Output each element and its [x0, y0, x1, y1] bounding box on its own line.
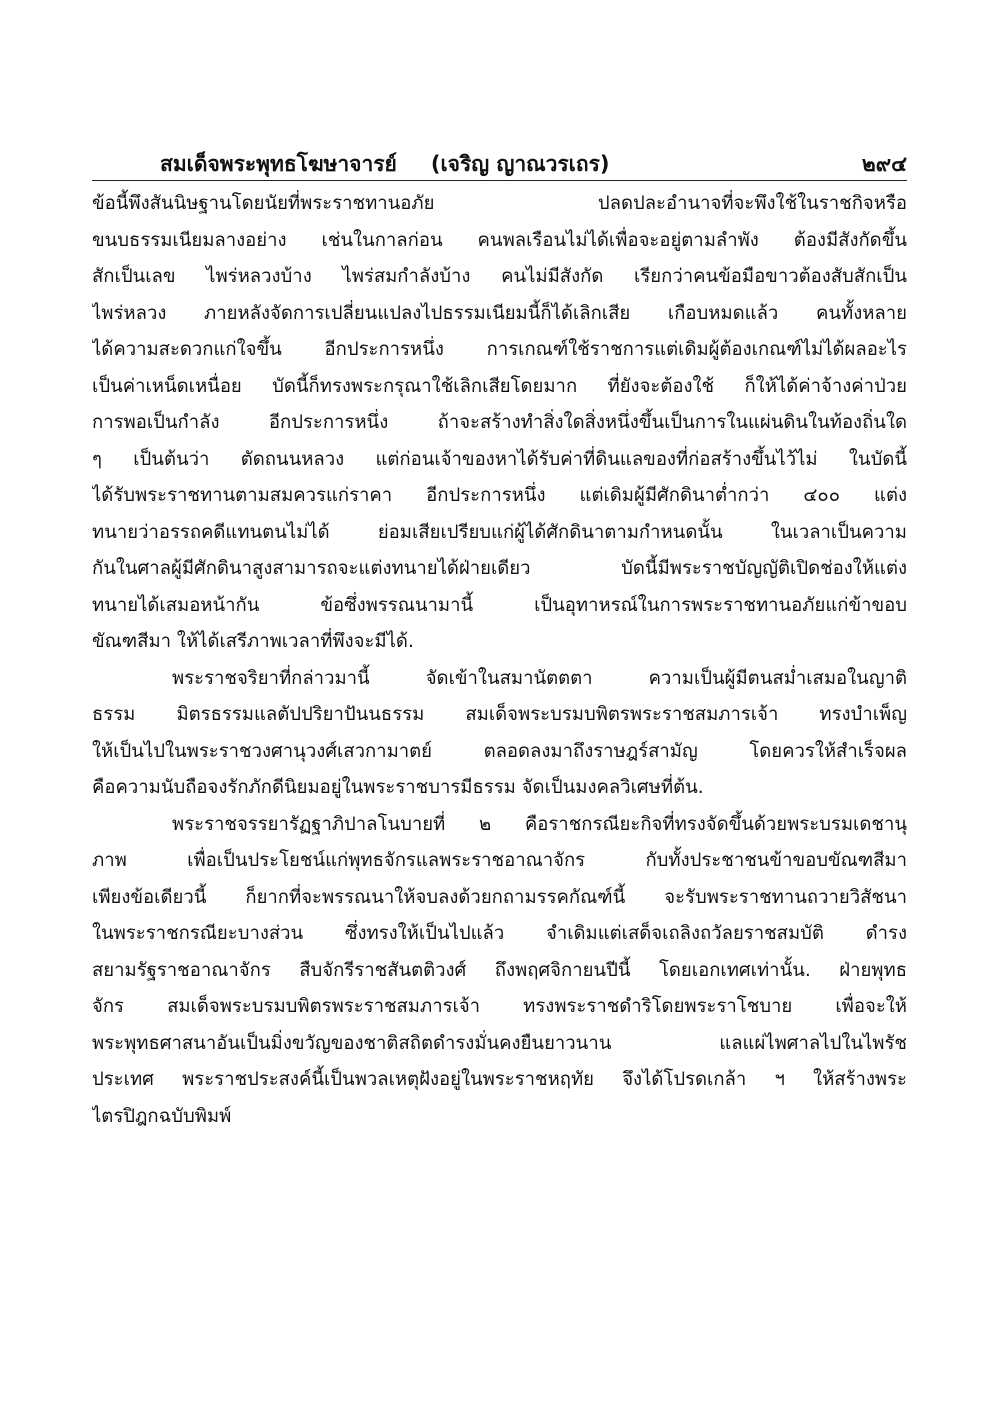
text-line: ธรรม มิตรธรรมแลตัปปริยาปันนธรรม สมเด็จพระบรมบพิตรพระราชสมภารเจ้า ทรงบำเพ็ญ: [92, 704, 907, 725]
text-line: ข้อนี้พึงสันนิษฐานโดยนัยที่พระราชทานอภัย ปลดปละอำนาจที่จะพึงใช้ในราชกิจหรือ: [92, 193, 907, 214]
text-line: คือความนับถือจงรักภักดีนิยมอยู่ในพระราชบารมีธรรม จัดเป็นมงคลวิเศษที่ต้น.: [92, 777, 704, 798]
text-line: ให้เป็นไปในพระราชวงศานุวงศ์เสวกามาตย์ ตลอดลงมาถึงราษฎร์สามัญ โดยควรให้สำเร็จผล: [92, 740, 907, 762]
text-line: ทนายได้เสมอหน้ากัน ข้อซึ่งพรรณนามานี้ เป็นอุทาหรณ์ในการพระราชทานอภัยแก่ข้าขอบ: [92, 594, 907, 616]
text-line: ทนายว่าอรรถคดีแทนตนไม่ได้ ย่อมเสียเปรียบแก่ผู้ได้ศักดินาตามกำหนดนั้น ในเวลาเป็นความ: [92, 521, 907, 543]
text-line: ได้ความสะดวกแก่ใจขึ้น อีกประการหนึ่ง การเกณฑ์ใช้ราชการแต่เดิมผู้ต้องเกณฑ์ไม่ได้ผลอะไร: [92, 339, 907, 360]
text-line: ไพร่หลวง ภายหลังจัดการเปลี่ยนแปลงไปธรรมเนียมนี้ก็ได้เลิกเสีย เกือบหมดแล้ว คนทั้งหลาย: [92, 302, 907, 324]
text-line: ในพระราชกรณียะบางส่วน ซึ่งทรงให้เป็นไปแล้ว จำเดิมแต่เสด็จเถลิงถวัลยราชสมบัติ ดำรง: [92, 923, 907, 944]
text-line: สยามรัฐราชอาณาจักร สืบจักรีราชสันตติวงศ์ ถึงพฤศจิกายนปีนี้ โดยเอกเทศเท่านั้น. ฝ่ายพุทธ: [92, 959, 907, 981]
text-line: จักร สมเด็จพระบรมบพิตรพระราชสมภารเจ้า ทรงพระราชดำริโดยพระราโชบาย เพื่อจะให้: [92, 996, 907, 1017]
text-line: ได้รับพระราชทานตามสมควรแก่ราคา อีกประการหนึ่ง แต่เดิมผู้มีศักดินาต่ำกว่า ๔๐๐ แต่ง: [92, 485, 907, 506]
page-number: ๒๙๔: [861, 152, 907, 176]
text-line: เพียงข้อเดียวนี้ ก็ยากที่จะพรรณนาให้จบลงด้วยกถามรรคกัณฑ์นี้ จะรับพระราชทานถวายวิสัชนา: [92, 886, 907, 908]
text-line: ไตรปิฎกฉบับพิมพ์: [92, 1105, 232, 1127]
header-title-sub: (เจริญ ญาณวรเถร): [430, 152, 610, 176]
text-line: สักเป็นเลข ไพร่หลวงบ้าง ไพร่สมกำลังบ้าง คนไม่มีสังกัด เรียกว่าคนข้อมือขาวต้องสับสักเป็น: [92, 266, 907, 287]
text-line: ประเทศ พระราชประสงค์นี้เป็นพวลเหตุฝังอยู่ในพระราชหฤทัย จึงได้โปรดเกล้า ฯ ให้สร้างพระ: [92, 1069, 907, 1090]
header-title: [160, 148, 609, 181]
running-header: [92, 146, 907, 181]
body-text: [92, 186, 907, 1135]
paragraph-first-line: พระราชจริยาที่กล่าวมานี้ จัดเข้าในสมานัตตตา ความเป็นผู้มีตนสม่ำเสมอในญาติ: [172, 667, 907, 689]
text-line: ภาพ เพื่อเป็นประโยชน์แก่พุทธจักรแลพระราชอาณาจักร กับทั้งประชาชนข้าขอบขัณฑสีมา: [92, 850, 907, 871]
text-line: กันในศาลผู้มีศักดินาสูงสามารถจะแต่งทนายได้ฝ่ายเดียว บัดนี้มีพระราชบัญญัติเปิดช่องให้แต่ง: [92, 558, 907, 579]
text-line: ขนบธรรมเนียมลางอย่าง เช่นในกาลก่อน คนพลเรือนไม่ได้เพื่อจะอยู่ตามลำพัง ต้องมีสังกัดขึ้น: [92, 229, 907, 251]
header-title-name: สมเด็จพระพุทธโฆษาจารย์: [160, 152, 397, 176]
text-line: ขัณฑสีมา ให้ได้เสรีภาพเวลาที่พึงจะมีได้.: [92, 631, 414, 652]
text-line: พระพุทธศาสนาอันเป็นมิ่งขวัญของชาติสถิตดำรงมั่นคงยืนยาวนาน แลแผ่ไพศาลไปในไพรัช: [92, 1032, 907, 1054]
text-line: การพอเป็นกำลัง อีกประการหนึ่ง ถ้าจะสร้างทำสิ่งใดสิ่งหนึ่งขึ้นเป็นการในแผ่นดินในท้องถิ่นใด: [92, 412, 907, 433]
paragraph-first-line: พระราชจรรยารัฏฐาภิปาลโนบายที่ ๒ คือราชกรณียะกิจที่ทรงจัดขึ้นด้วยพระบรมเดชานุ: [172, 813, 907, 835]
text-line: เป็นค่าเหน็ดเหนื่อย บัดนี้ก็ทรงพระกรุณาใช้เลิกเสียโดยมาก ที่ยังจะต้องใช้ ก็ให้ได้ค่าจ้างค่าป่วย: [92, 375, 907, 397]
text-line: ๆ เป็นต้นว่า ตัดถนนหลวง แต่ก่อนเจ้าของหาได้รับค่าที่ดินแลของที่ก่อสร้างขึ้นไว้ไม่ ในบัดนี้: [92, 448, 907, 470]
